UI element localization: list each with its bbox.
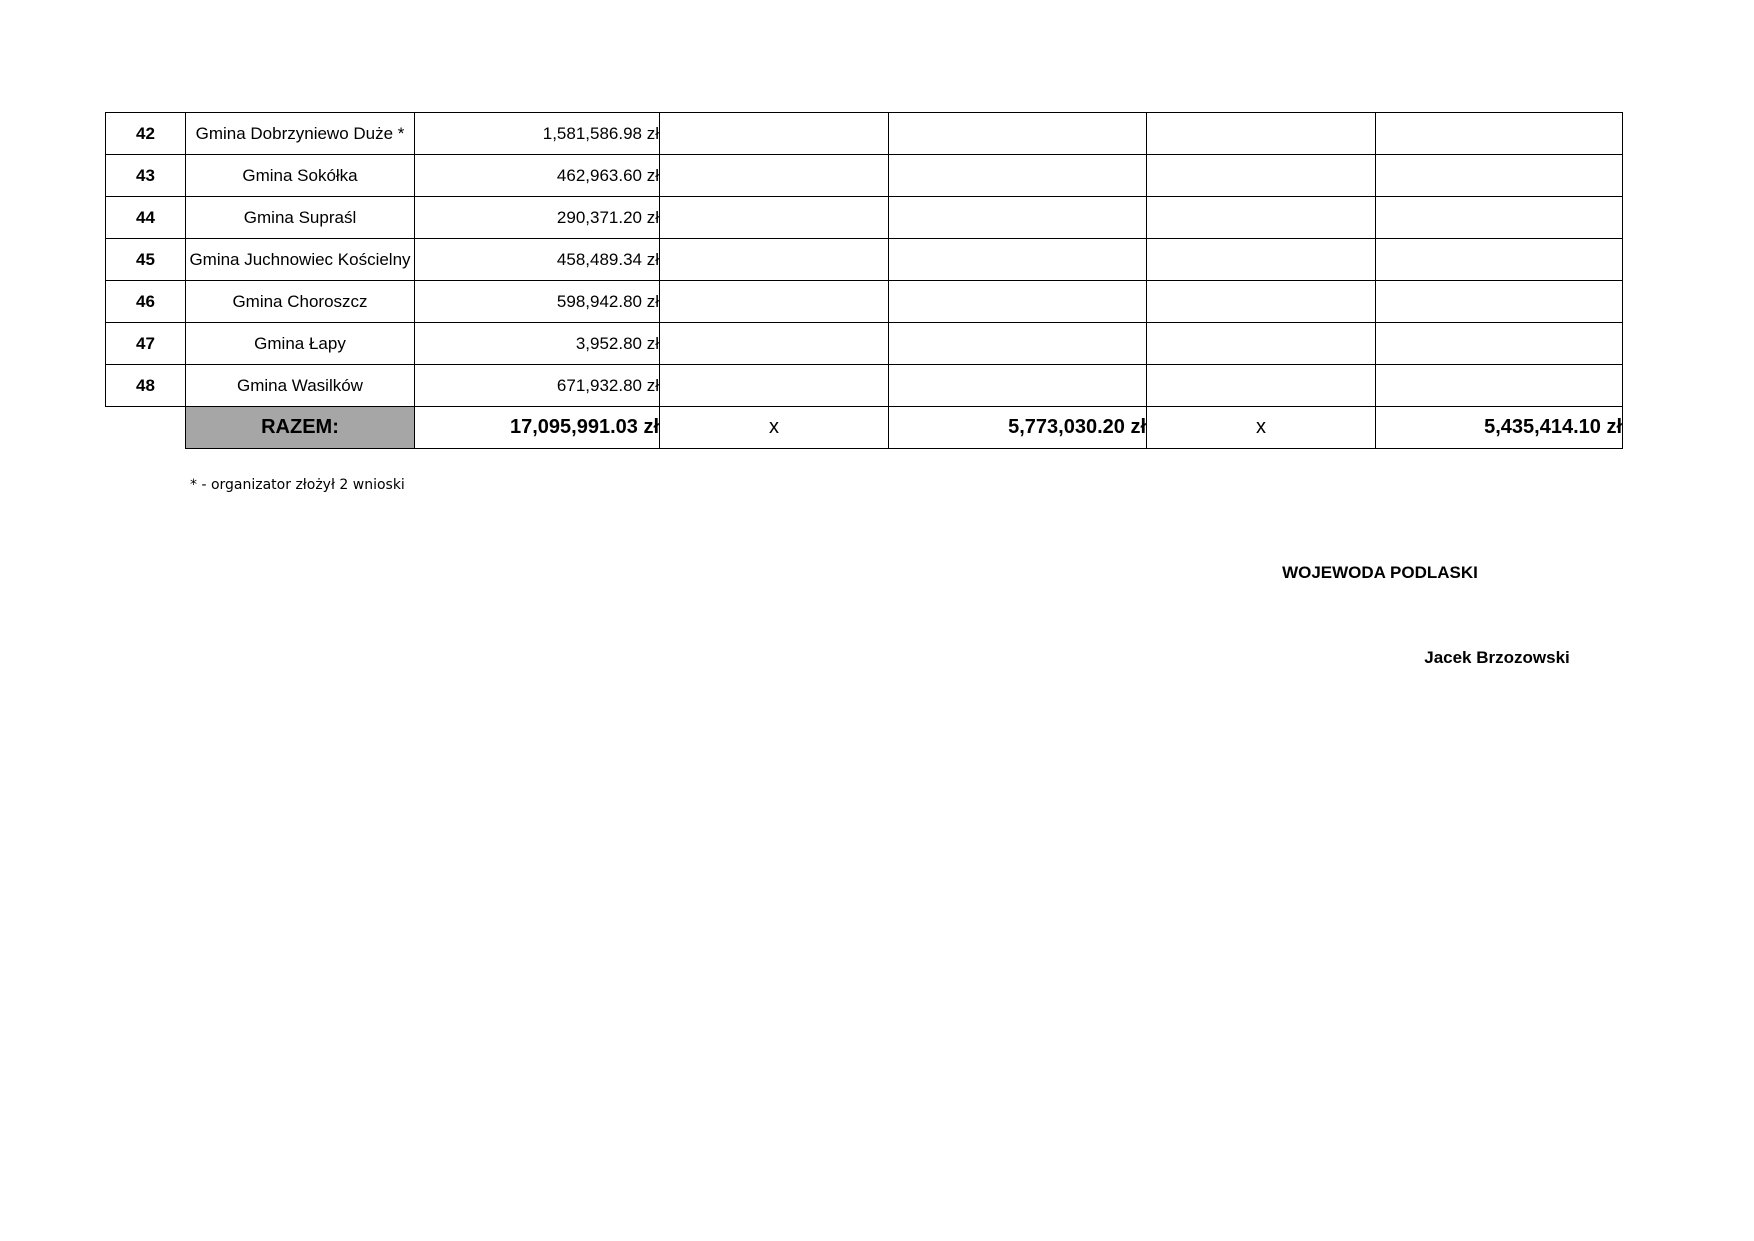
table-row xyxy=(106,239,1623,281)
empty-cell xyxy=(889,281,1147,323)
empty-cell xyxy=(1147,281,1376,323)
empty-cell xyxy=(660,281,889,323)
empty-cell xyxy=(1376,281,1623,323)
table-row xyxy=(106,155,1623,197)
empty-cell xyxy=(660,155,889,197)
signature-title: WOJEWODA PODLASKI xyxy=(1282,563,1478,582)
amount-cell: 458,489.34 zł xyxy=(415,239,660,281)
gmina-name: Gmina Łapy xyxy=(186,323,415,365)
total-x-1: x xyxy=(660,407,889,449)
total-row xyxy=(106,407,1623,449)
row-number: 44 xyxy=(106,197,186,239)
amount-cell: 598,942.80 zł xyxy=(415,281,660,323)
row-number: 48 xyxy=(106,365,186,407)
amount-cell: 1,581,586.98 zł xyxy=(415,113,660,155)
table-row xyxy=(106,323,1623,365)
empty-cell xyxy=(1147,239,1376,281)
gmina-name: Gmina Choroszcz xyxy=(186,281,415,323)
empty-cell xyxy=(889,155,1147,197)
amount-cell: 462,963.60 zł xyxy=(415,155,660,197)
empty-cell xyxy=(889,239,1147,281)
empty-cell xyxy=(1376,113,1623,155)
empty-cell xyxy=(1376,155,1623,197)
empty-cell xyxy=(1147,197,1376,239)
gmina-name: Gmina Dobrzyniewo Duże * xyxy=(186,113,415,155)
empty-cell xyxy=(889,113,1147,155)
empty-cell xyxy=(889,365,1147,407)
empty-cell xyxy=(1147,113,1376,155)
amount-cell: 671,932.80 zł xyxy=(415,365,660,407)
gminas-table xyxy=(105,112,1623,449)
table-row xyxy=(106,281,1623,323)
gmina-name: Gmina Supraśl xyxy=(186,197,415,239)
empty-cell xyxy=(660,239,889,281)
table-row xyxy=(106,197,1623,239)
row-number: 45 xyxy=(106,239,186,281)
gmina-name: Gmina Wasilków xyxy=(186,365,415,407)
empty-cell xyxy=(1147,365,1376,407)
row-number: 47 xyxy=(106,323,186,365)
gmina-name: Gmina Juchnowiec Kościelny xyxy=(186,239,415,281)
empty-cell xyxy=(660,323,889,365)
total-amount-2: 5,773,030.20 zł xyxy=(889,407,1147,449)
empty-cell xyxy=(1376,239,1623,281)
empty-cell xyxy=(660,365,889,407)
empty-cell xyxy=(106,407,186,449)
signature-name: Jacek Brzozowski xyxy=(1424,648,1570,667)
empty-cell xyxy=(1147,155,1376,197)
total-amount-1: 17,095,991.03 zł xyxy=(415,407,660,449)
row-number: 46 xyxy=(106,281,186,323)
total-amount-3: 5,435,414.10 zł xyxy=(1376,407,1623,449)
amount-cell: 3,952.80 zł xyxy=(415,323,660,365)
empty-cell xyxy=(889,323,1147,365)
total-x-2: x xyxy=(1147,407,1376,449)
empty-cell xyxy=(660,197,889,239)
amount-cell: 290,371.20 zł xyxy=(415,197,660,239)
total-label: RAZEM: xyxy=(186,407,415,449)
empty-cell xyxy=(1376,323,1623,365)
table-row xyxy=(106,113,1623,155)
row-number: 42 xyxy=(106,113,186,155)
empty-cell xyxy=(1147,323,1376,365)
empty-cell xyxy=(1376,365,1623,407)
row-number: 43 xyxy=(106,155,186,197)
empty-cell xyxy=(660,113,889,155)
empty-cell xyxy=(1376,197,1623,239)
footnote: * - organizator złożył 2 wnioski xyxy=(190,477,405,493)
empty-cell xyxy=(889,197,1147,239)
table-row xyxy=(106,365,1623,407)
gmina-name: Gmina Sokółka xyxy=(186,155,415,197)
